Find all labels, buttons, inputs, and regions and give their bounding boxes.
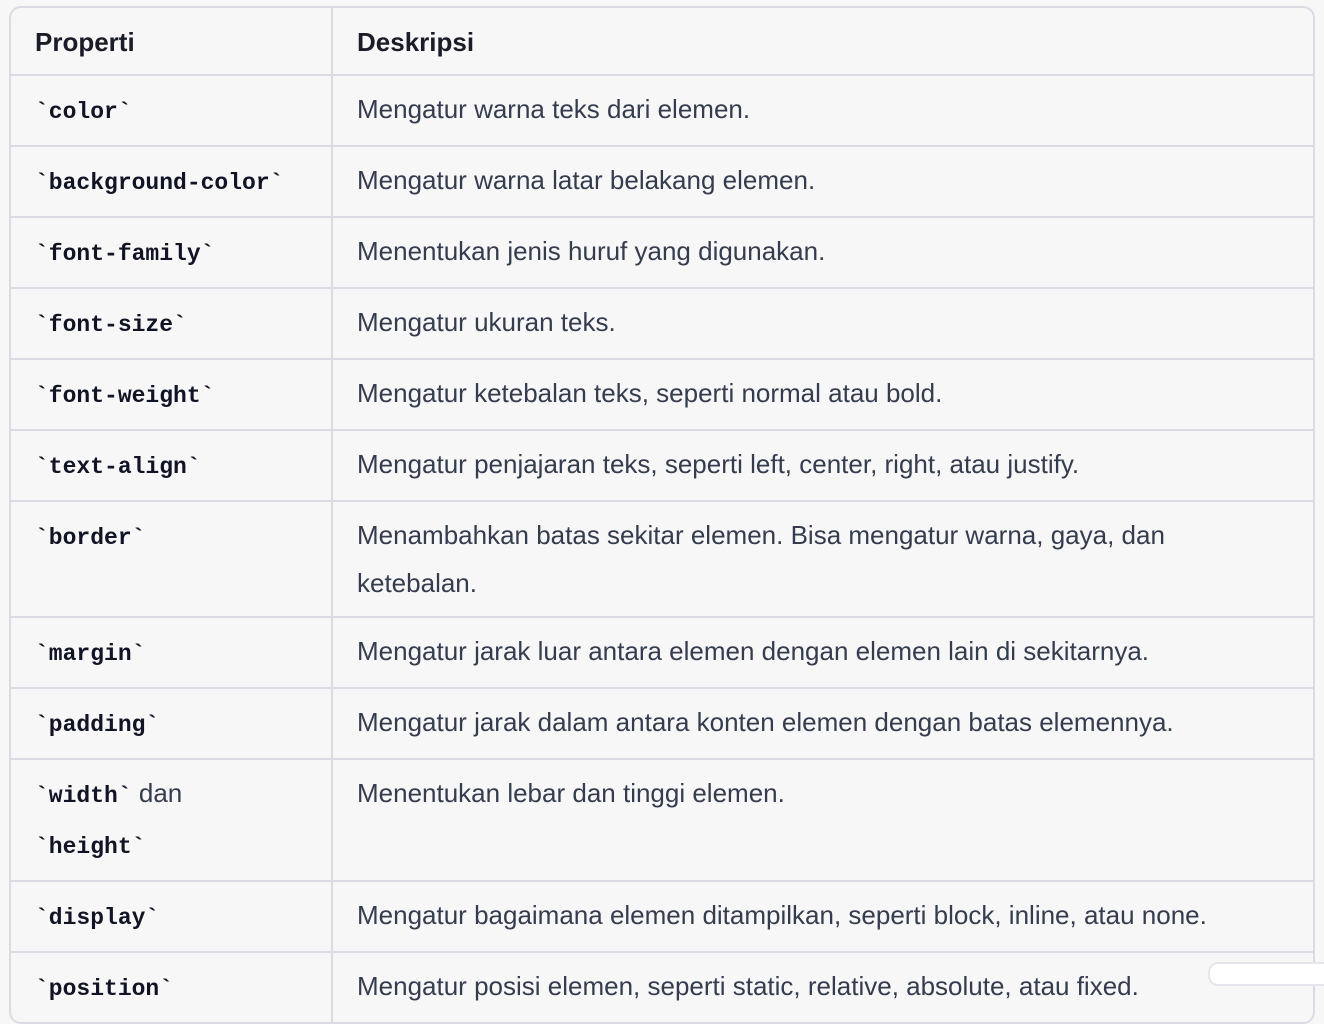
property-cell [11, 75, 332, 146]
property-cell [11, 217, 332, 288]
property-code: `padding` [35, 712, 160, 738]
description-cell: Mengatur jarak dalam antara konten elemen dengan batas elemennya. [332, 688, 1313, 759]
property-code: `font-size` [35, 312, 187, 338]
description-cell: Mengatur bagaimana elemen ditampilkan, seperti block, inline, atau none. [332, 881, 1313, 952]
property-cell [11, 952, 332, 1022]
property-code: `color` [35, 99, 132, 125]
property-cell [11, 688, 332, 759]
description-cell: Mengatur ketebalan teks, seperti normal atau bold. [332, 359, 1313, 430]
table-row [11, 688, 1313, 759]
property-joiner: dan [138, 778, 183, 808]
column-header-property: Properti [11, 8, 332, 75]
table-row [11, 617, 1313, 688]
table-row [11, 759, 1313, 881]
partial-panel-edge [1208, 962, 1324, 986]
property-code: `background-color` [35, 170, 284, 196]
description-cell: Mengatur ukuran teks. [332, 288, 1313, 359]
css-properties-table-container [9, 6, 1315, 1024]
table-row [11, 359, 1313, 430]
property-code: `margin` [35, 641, 146, 667]
table-row [11, 952, 1313, 1022]
table-row [11, 217, 1313, 288]
property-code: `width` [35, 783, 132, 809]
property-code: `text-align` [35, 454, 201, 480]
table-row [11, 288, 1313, 359]
property-code: `font-family` [35, 241, 215, 267]
property-code: `display` [35, 905, 160, 931]
table-row [11, 75, 1313, 146]
table-row [11, 430, 1313, 501]
property-cell [11, 881, 332, 952]
description-cell: Mengatur warna teks dari elemen. [332, 75, 1313, 146]
property-cell [11, 359, 332, 430]
column-header-description: Deskripsi [332, 8, 1313, 75]
description-cell: Menambahkan batas sekitar elemen. Bisa mengatur warna, gaya, dan ketebalan. [332, 501, 1313, 617]
description-cell: Mengatur jarak luar antara elemen dengan elemen lain di sekitarnya. [332, 617, 1313, 688]
description-cell: Mengatur warna latar belakang elemen. [332, 146, 1313, 217]
property-cell [11, 759, 332, 881]
description-cell: Menentukan lebar dan tinggi elemen. [332, 759, 1313, 881]
table-row [11, 146, 1313, 217]
property-cell [11, 501, 332, 617]
property-cell [11, 617, 332, 688]
property-cell [11, 288, 332, 359]
css-properties-table [11, 8, 1313, 1022]
table-row [11, 881, 1313, 952]
property-code: `font-weight` [35, 383, 215, 409]
description-cell: Mengatur posisi elemen, seperti static, relative, absolute, atau fixed. [332, 952, 1313, 1022]
description-cell: Mengatur penjajaran teks, seperti left, center, right, atau justify. [332, 430, 1313, 501]
property-code: `height` [35, 834, 146, 860]
property-code: `border` [35, 525, 146, 551]
table-header-row [11, 8, 1313, 75]
property-code: `position` [35, 976, 174, 1002]
description-cell: Menentukan jenis huruf yang digunakan. [332, 217, 1313, 288]
property-cell [11, 146, 332, 217]
property-cell [11, 430, 332, 501]
table-row [11, 501, 1313, 617]
